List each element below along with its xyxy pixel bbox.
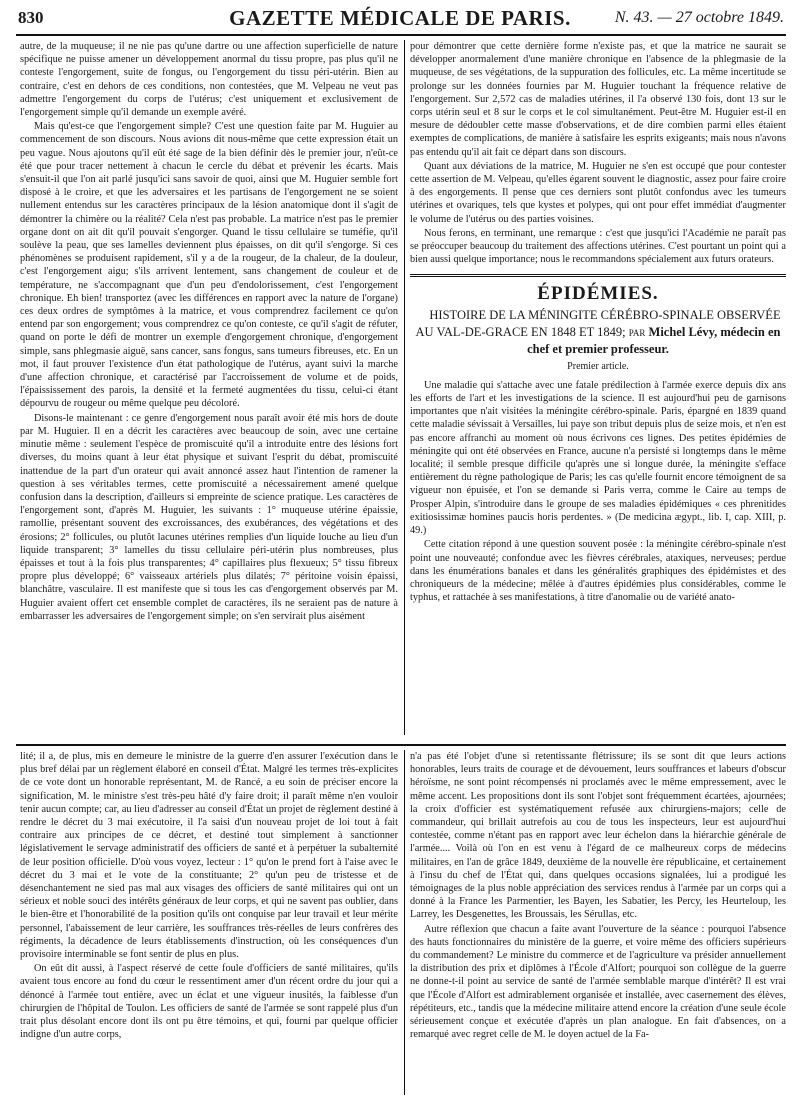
journal-title: GAZETTE MÉDICALE DE PARIS. xyxy=(229,6,571,30)
paragraph: autre, de la muqueuse; il ne nie pas qu'une dartre ou une affection superficielle de nature spécifique ne puisse amener un développement anormal du tissu propre, pas plus qu'il ne conteste l'engorgement, suite de fongus, ou l'engorgement du tissu péri-utérin. Bien au contraire, c'est en dehors de ces conditions, non contestées, que M. Velpeau ne veut pas admettre l'engorgement du corps de l'utérus; c'est uniquement et exclusivement de l'engorgement simple qu'il demande un exemple avéré. xyxy=(20,41,398,119)
paragraph: Disons-le maintenant : ce genre d'engorgement nous paraît avoir été mis hors de doute par M. Huguier. Il en a décrit les caractères avec beaucoup de soin, avec une certaine minutie même : seulement l'espèce de promiscuité qu'il a introduite entre des lésions fort diverses, du moins quant à leur état physique et suivant l'esprit du débat, promiscuité inattendue de la part d'un orateur qui avait annoncé assez haut l'intention de ramener la question à ses véritables termes, cette promiscuité a nécessairement amené quelque confusion dans la description, d'ailleurs si empreinte de science pratique. Les caractères de l'engorgement sont, d'après M. Huguier, les suivants : 1° muqueuse utérine épaissie, ramollie, présentant souvent des excroissances, des exubérances, des végétations et des érosions; 2° follicules, ou plutôt lacunes utérines remplies d'un liquide louche au lieu d'un liquide transparent; 3° lamelles du tissu cellulaire péri-utérin plus nombreuses, plus épaisses et tout à la fois plus transparentes; 4° capillaires plus flexueux; 5° tissu fibreux propre plus développé; 6° vaisseaux artériels plus dilatés; 7° péritoine voisin épaissi, blanchâtre, vasculaire. Il est manifeste que si tous les cas d'engorgement observés par M. Huguier avaient offert cet ensemble complet de caractères, ils ne seraient pas de nature à embarrasser les adversaires de l'engorgement simple; on s'en servirait plus aisément xyxy=(20,412,398,622)
paragraph: Mais qu'est-ce que l'engorgement simple? C'est une question faite par M. Huguier au commencement de son discours. Nous avions dit nous-même que cette expression était un peu vague. Nous ajoutons qu'il eût été sage de la bien définir dès le premier jour, n'eût-ce été que pour tracer nettement à chacun le cercle du débat et prévenir les écarts. Mais s'ensuit-il que l'on ait parlé jusqu'ici sans savoir de quoi, ainsi que M. Huguier semble fort disposé à le croire, et que les adversaires et les partisans de l'engorgement ne se soient nullement entendus sur les caractères principaux de la lésion anatomique dont il s'agit de démontrer la chimère ou la réalité? Cela n'est pas probable. La matrice n'est pas le premier organe dont on ait dit qu'il pouvait s'engorger. Quand le tissu cellulaire se tuméfie, qu'il soulève la peau, que ses lamelles deviennent plus épaisses, on dit qu'il s'engorge. Si ces phénomènes se produisent rapidement, s'il y a de la rougeur, de la chaleur, de la douleur, c'est l'engorgement aigu; s'ils arrivent lentement, sans changement de couleur et de température, ne s'accompagnant que d'un peu d'endolorissement, c'est l'engorgement chronique. Eh bien! transportez (avec les différences en rapport avec la nature de l'organe) ces deux ordres de symptômes à la matrice, et vous comprendrez facilement ce qu'on entend par son engorgement; vous comprendrez ce qu'on conteste, ce qu'il s'agit de réfuter, quand on porte le défi de montrer un exemple d'engorgement chronique, d'engorgement simple, sans phlegmasie aiguë, sans cancer, sans fongus, sans tumeurs fibreuses, etc. En un mot, il faut prouver l'existence d'un état pathologique de l'utérus, ayant suivi la marche d'une affection chronique, et caractérisé par l'accroissement de volume et de poids, l'épaississement des parois, la densité et la fermeté augmentées du tissu, celui-ci étant dépourvu de rougeur ou même quelque peu décoloré. xyxy=(20,121,398,410)
issue-date: N. 43. — 27 octobre 1849. xyxy=(614,9,784,26)
header-rule xyxy=(16,34,786,36)
top-left-column xyxy=(20,40,398,740)
paragraph: Quant aux déviations de la matrice, M. Huguier ne s'en est occupé que pour contester cette assertion de M. Velpeau, qu'elles égarent souvent le diagnostic, assez pour faire croire à des engorgements. Il pense que ces derniers sont plutôt confondus avec les tumeurs utérines et ovariques, tels que kystes et polypes, qui ont pour effet immédiat d'augmenter le volume de l'utérus ou des parties voisines. xyxy=(410,160,786,225)
page-number: 830 xyxy=(18,8,44,27)
column-divider xyxy=(404,40,405,735)
section-rule xyxy=(410,274,786,277)
bottom-left-column xyxy=(20,750,398,1095)
top-right-column xyxy=(410,40,786,740)
article-title-text: HISTOIRE DE LA MÉNINGITE CÉRÉBRO-SPINALE OBSERVÉE AU VAL-DE-GRACE EN 1848 ET 1849; par xyxy=(415,307,781,339)
paragraph: On eût dit aussi, à l'aspect réservé de cette foule d'officiers de santé militaires, qu'ils avaient tous encore au fond du cœur le ressentiment amer d'un récent ordre du jour qui a dénoncé à l'armée tout entière, avec un éclat et une vigueur inusités, la faiblesse d'un chirurgien de l'hôpital de Toulon. Les officiers de santé de l'armée se sont rappelé plus d'un trait plus désolant encore dont ils ont pu être témoins, et qui, fourni par quelque officier indigne d'un autre corps, xyxy=(20,963,398,1041)
column-divider xyxy=(404,750,405,1095)
paragraph: Une maladie qui s'attache avec une fatale prédilection à l'armée exerce depuis dix ans les efforts de l'art et les investigations de la science. Il est aujourd'hui peu de garnisons importantes que n'ait visitées la méningite cérébro-spinale. Paris, épargné en 1839 quand cette maladie sévissait à Versailles, lui paye son tribut depuis plus de seize mois, et n'en est pas encore affranchi au moment où nous écrivons ces lignes. Des petites épidémies de méningite qui ont été observées en France, aucune n'a persisté si longtemps dans le même localité; il semble presque difficile qu'après une si longue durée, la méningite s'efface entièrement du règne pathologique de Paris; les cas qu'elle fournit encore témoignent de sa vigueur non épuisée, et l'on se demande si Paris verra, comme le Caire au temps de Prosper Alpin, s'introduire dans le groupe de ses maladies épidémiques « ces phrenitides exitiosissimæ homines paucis horis perdentes. » (De medicina ægypt., lib. I, cap. XIII, p. 49.) xyxy=(410,379,786,537)
section-title: ÉPIDÉMIES. xyxy=(537,283,659,305)
article-title xyxy=(410,307,786,358)
paragraph: pour démontrer que cette dernière forme n'existe pas, et que la matrice ne saurait se développer anormalement d'une manière chronique en l'absence de la phlegmasie de la muqueuse, de ses végétations, de la suppuration des follicules, etc. La même incertitude se prolonge sur les données fournies par M. Huguier touchant la fréquence relative de l'engorgement. Sur 2,572 cas de maladies utérines, il l'a observé 130 fois, dont 13 sur le corps utérin seul et 8 sur le corps et le col simultanément. Peut-être M. Huguier est-il en mesure de dédoubler cette masse d'observations, et de dire combien parmi elles étaient exemptes de complications, de manière à satisfaire les esprits exigeants; mais nous n'avons pas entendu qu'il ait fait ce départ dans son discours. xyxy=(410,41,786,158)
paragraph: Autre réflexion que chacun a faite avant l'ouverture de la séance : pourquoi l'absence des hauts fonctionnaires du ministère de la guerre, et voire même des officiers supérieurs du commandement? Le ministre du commerce et de l'agriculture va présider annuellement la distribution des prix et diplômes à l'École d'Alfort; pourquoi son collègue de la guerre ne donne-t-il point au service de santé de l'armée semblable marque d'intérêt? Il est vrai que l'École d'Alfort est admirablement organisée et installée, avec casernement des élèves, répétiteurs, etc., tandis que la médecine militaire attend encore la création d'une seule école sérieusement conçue et exécutée d'après un plan analogue. En fait d'absences, on a remarqué avec regret celle de M. le doyen actuel de la Fa- xyxy=(410,923,786,1041)
section-divider xyxy=(16,744,786,746)
paragraph: Nous ferons, en terminant, une remarque : c'est que jusqu'ici l'Académie ne paraît pas se préoccuper beaucoup du traitement des affections utérines. C'est pourtant un point qui a bien aussi quelque importance; nous le recommandons spécialement aux futurs orateurs. xyxy=(410,227,786,266)
article-subtitle: Premier article. xyxy=(567,360,629,372)
bottom-right-column xyxy=(410,750,786,1095)
paragraph: Cette citation répond à une question souvent posée : la méningite cérébro-spinale n'est point une nouveauté; confondue avec les fièvres cérébrales, ataxiques, nerveuses; perdue dans les énumérations banales et dans les généralités graphiques des épidémistes et des chroniqueurs de la médecine; mêlée à d'autres épidémies plus considérables, comme le typhus, et rattachée à ses manifestations, à titre d'anomalie ou de variété anato- xyxy=(410,539,786,604)
paragraph: lité; il a, de plus, mis en demeure le ministre de la guerre d'en assurer l'exécution dans le plus bref délai par un règlement élaboré en conseil d'État. Malgré les termes très-explicites de ce vote dont un honorable représentant, M. de Rancé, a eu soin de préciser encore la signification, M. le ministre s'est très-peu hâté d'y faire droit; il paraît même n'en vouloir tenir aucun compte; car, au lieu d'adresser au conseil d'État un projet de règlement destiné à rendre le décret du 3 mai exécutoire, il l'a saisi d'un nouveau projet de loi tout à fait contraire aux principes de ce décret, et destiné tout simplement à sanctionner législativement le servage administratif des officiers de santé et à perpétuer la subalternité de leur position officielle. D'où vous voyez, lecteur : 1° qu'on le prend fort à l'aise avec le décret du 3 mai et le vote de la constituante; 2° qu'un peu de tristesse et de désenchantement ne sied pas mal aux visages des officiers de santé militaires qui ont un sérieux et noble souci des intérêts généraux de leur corps, et qui ne savent pas oublier, dans le bien-être et l'honorabilité de la position qu'ils ont conquise par leur travail et leur mérite personnel, l'abaissement de leur carrière, les souffrances très-réelles de leurs confrères des régiments, la décadence de leurs établissements d'instruction, où les conséquences d'un provisoire interminable se font sentir de plus en plus. xyxy=(20,751,398,961)
article-author: Michel Lévy, médecin en chef et premier professeur. xyxy=(527,324,781,356)
paragraph: n'a pas été l'objet d'une si retentissante flétrissure; ils se sont dit que leurs actions honorables, leurs traits de courage et de dévouement, leurs souffrances et labeurs d'obscur héroïsme, ne sont point récompensés ni proclamés avec le même empressement, avec le même accent. Les propositions dont ils sont l'objet sont fréquemment écartées, ajournées; la croix d'officier est systématiquement refusée aux chirurgiens-majors; celle de commandeur, qui brillait autrefois au cou de tous les inspecteurs, leur est aujourd'hui contestée, comme n'étant pas en rapport avec leur échelon dans la hiérarchie générale de l'armée.... Voilà où l'on en est venu à l'égard de ce malheureux corps de médecins militaires, en l'an de grâce 1849, deuxième de la nouvelle ère républicaine, et certainement à l'insu du chef de l'État qui, dans quelques occasions signalées, lui a prodigué les témoignages de la plus noble appréciation des services rendus à l'armée par un corps qui a donné à la France les Parmentier, les Bayen, les Sabatier, les Percy, les Heurteloup, les Larrey, les Desgenettes, les Broussais, les Sérullas, etc. xyxy=(410,751,786,921)
